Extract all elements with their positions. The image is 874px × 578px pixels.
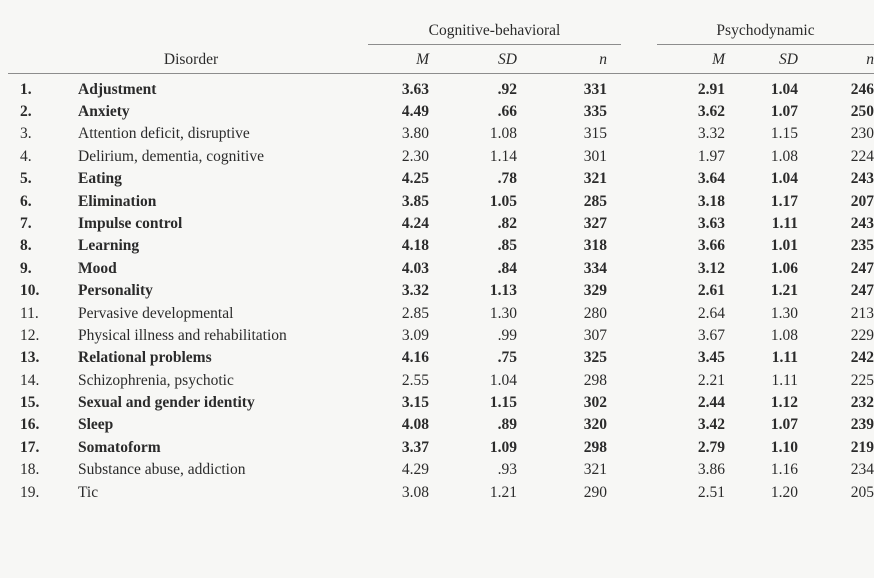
pd-sd-value: 1.30: [770, 304, 798, 322]
pd-n-value: 235: [850, 237, 874, 255]
cb-n-value: 298: [583, 438, 607, 456]
disorder-name: Sleep: [78, 416, 114, 434]
cb-sd-value: 1.30: [489, 304, 517, 322]
pd-sd-value: 1.21: [770, 282, 798, 300]
cb-sd-value: 1.15: [489, 394, 517, 412]
pd-sd-value: 1.10: [770, 438, 798, 456]
table-row: [8, 395, 874, 417]
pd-mean-value: 2.61: [697, 282, 725, 300]
cb-mean-value: 4.24: [401, 214, 429, 232]
disorder-name: Somatoform: [78, 438, 161, 456]
disorder-name: Delirium, dementia, cognitive: [78, 147, 264, 165]
cb-mean-value: 4.18: [401, 237, 429, 255]
column-header-gap: [621, 44, 657, 73]
column-header-row: [8, 44, 874, 73]
group-gap-cell: [621, 261, 657, 283]
pd-mean-value: 2.51: [697, 483, 725, 501]
pd-mean-value: 2.21: [697, 371, 725, 389]
column-header-pd-m: M: [712, 50, 725, 68]
stub-spanner-blank: [8, 22, 368, 44]
pd-mean-value: 2.91: [697, 80, 725, 98]
cb-sd-value: .93: [497, 461, 517, 479]
group-header-gap: [621, 22, 657, 44]
pd-n-value: 234: [850, 461, 874, 479]
pd-mean-value: 3.66: [697, 237, 725, 255]
pd-n-value: 243: [850, 214, 874, 232]
pd-sd-value: 1.06: [770, 259, 798, 277]
cb-sd-value: 1.05: [489, 192, 517, 210]
table-row: [8, 306, 874, 328]
cb-n-value: 334: [583, 259, 607, 277]
cb-mean-value: 3.15: [401, 394, 429, 412]
pd-n-value: 246: [850, 80, 874, 98]
cb-mean-value: 2.85: [401, 304, 429, 322]
pd-sd-value: 1.04: [770, 80, 798, 98]
group-gap-cell: [621, 171, 657, 193]
row-index: 5.: [20, 170, 32, 188]
row-index: 14.: [20, 371, 40, 389]
column-header-cb-n: n: [599, 50, 607, 68]
row-index: 10.: [20, 282, 40, 300]
column-header-index-blank: [8, 44, 42, 73]
table-row: [8, 373, 874, 395]
pd-mean-value: 3.64: [697, 170, 725, 188]
table-head: [8, 22, 874, 75]
group-gap-cell: [621, 216, 657, 238]
row-index: 7.: [20, 214, 32, 232]
row-index: 18.: [20, 461, 40, 479]
disorder-name: Physical illness and rehabilitation: [78, 326, 287, 344]
disorder-name: Substance abuse, addiction: [78, 461, 246, 479]
disorder-name: Schizophrenia, psychotic: [78, 371, 234, 389]
disorder-name: Elimination: [78, 192, 157, 210]
pd-sd-value: 1.07: [770, 416, 798, 434]
group-header-cognitive-behavioral: Cognitive-behavioral: [368, 22, 621, 44]
table-row: [8, 417, 874, 439]
column-header-pd-sd: SD: [779, 50, 798, 68]
disorder-name: Relational problems: [78, 349, 212, 367]
row-index: 9.: [20, 259, 32, 277]
group-gap-cell: [621, 328, 657, 350]
row-index: 16.: [20, 416, 40, 434]
pd-n-value: 219: [850, 438, 874, 456]
pd-n-value: 225: [850, 371, 874, 389]
pd-mean-value: 1.97: [697, 147, 725, 165]
pd-n-value: 247: [850, 259, 874, 277]
pd-mean-value: 2.64: [697, 304, 725, 322]
row-index: 8.: [20, 237, 32, 255]
table-row: [8, 462, 874, 484]
disorder-name: Attention deficit, disruptive: [78, 125, 250, 143]
cb-n-value: 280: [583, 304, 607, 322]
disorder-name: Pervasive developmental: [78, 304, 234, 322]
group-gap-cell: [621, 194, 657, 216]
pd-mean-value: 2.44: [697, 394, 725, 412]
cb-mean-value: 3.80: [401, 125, 429, 143]
pd-mean-value: 3.86: [697, 461, 725, 479]
group-gap-cell: [621, 350, 657, 372]
disorder-name: Personality: [78, 282, 153, 300]
disorder-name: Sexual and gender identity: [78, 394, 255, 412]
table-row: [8, 216, 874, 238]
group-gap-cell: [621, 373, 657, 395]
table-row: [8, 104, 874, 126]
cb-n-value: 321: [583, 170, 607, 188]
pd-mean-value: 3.67: [697, 326, 725, 344]
pd-sd-value: 1.20: [770, 483, 798, 501]
group-gap-cell: [621, 126, 657, 148]
column-header-cb-sd: SD: [498, 50, 517, 68]
pd-sd-value: 1.11: [771, 349, 798, 367]
statistics-table: [8, 22, 874, 507]
table-row: [8, 350, 874, 372]
disorder-name: Learning: [78, 237, 140, 255]
pd-n-value: 242: [850, 349, 874, 367]
table-body: [8, 75, 874, 507]
row-index: 17.: [20, 438, 40, 456]
table-row: [8, 440, 874, 462]
cb-mean-value: 3.08: [401, 483, 429, 501]
pd-mean-value: 3.62: [697, 103, 725, 121]
cb-sd-value: .75: [497, 349, 517, 367]
cb-n-value: 320: [583, 416, 607, 434]
row-index: 1.: [20, 80, 32, 98]
row-index: 12.: [20, 326, 40, 344]
pd-sd-value: 1.08: [770, 326, 798, 344]
cb-mean-value: 3.09: [401, 326, 429, 344]
disorder-name: Impulse control: [78, 214, 183, 232]
cb-n-value: 285: [583, 192, 607, 210]
cb-sd-value: 1.21: [489, 483, 517, 501]
group-gap-cell: [621, 485, 657, 507]
pd-n-value: 205: [850, 483, 874, 501]
table-row: [8, 75, 874, 104]
group-gap-cell: [621, 462, 657, 484]
pd-mean-value: 3.63: [697, 214, 725, 232]
group-gap-cell: [621, 149, 657, 171]
table-container: [0, 22, 874, 578]
pd-mean-value: 3.42: [697, 416, 725, 434]
cb-mean-value: 4.49: [401, 103, 429, 121]
row-index: 3.: [20, 125, 32, 143]
row-index: 4.: [20, 147, 32, 165]
pd-n-value: 230: [850, 125, 874, 143]
cb-n-value: 327: [583, 214, 607, 232]
pd-sd-value: 1.17: [770, 192, 798, 210]
cb-sd-value: 1.13: [489, 282, 517, 300]
group-gap-cell: [621, 104, 657, 126]
cb-mean-value: 3.85: [401, 192, 429, 210]
table-row: [8, 194, 874, 216]
cb-n-value: 315: [583, 125, 607, 143]
cb-n-value: 301: [583, 147, 607, 165]
row-index: 19.: [20, 483, 40, 501]
cb-sd-value: .84: [497, 259, 517, 277]
pd-sd-value: 1.01: [770, 237, 798, 255]
cb-sd-value: .99: [497, 326, 517, 344]
row-index: 6.: [20, 192, 32, 210]
group-gap-cell: [621, 238, 657, 260]
column-header-cb-m: M: [416, 50, 429, 68]
row-index: 11.: [20, 304, 39, 322]
row-index: 2.: [20, 103, 32, 121]
cb-mean-value: 4.29: [401, 461, 429, 479]
cb-mean-value: 3.32: [401, 282, 429, 300]
cb-sd-value: .85: [497, 237, 517, 255]
pd-sd-value: 1.08: [770, 147, 798, 165]
cb-mean-value: 3.37: [401, 438, 429, 456]
cb-sd-value: 1.08: [489, 125, 517, 143]
pd-sd-value: 1.15: [770, 125, 798, 143]
cb-n-value: 329: [583, 282, 607, 300]
cb-mean-value: 2.30: [401, 147, 429, 165]
cb-mean-value: 4.25: [401, 170, 429, 188]
pd-n-value: 224: [850, 147, 874, 165]
group-gap-cell: [621, 283, 657, 305]
table-row: [8, 485, 874, 507]
column-header-disorder: Disorder: [163, 50, 219, 68]
pd-mean-value: 3.32: [697, 125, 725, 143]
cb-n-value: 318: [583, 237, 607, 255]
pd-n-value: 229: [850, 326, 874, 344]
group-header-row: [8, 22, 874, 44]
cb-sd-value: 1.14: [489, 147, 517, 165]
pd-n-value: 232: [850, 394, 874, 412]
pd-n-value: 207: [850, 192, 874, 210]
group-header-psychodynamic: Psychodynamic: [657, 22, 874, 44]
table-row: [8, 149, 874, 171]
pd-mean-value: 2.79: [697, 438, 725, 456]
disorder-name: Tic: [78, 483, 99, 501]
group-gap-cell: [621, 395, 657, 417]
pd-n-value: 250: [850, 103, 874, 121]
cb-mean-value: 3.63: [401, 80, 429, 98]
pd-mean-value: 3.18: [697, 192, 725, 210]
pd-mean-value: 3.12: [697, 259, 725, 277]
cb-mean-value: 2.55: [401, 371, 429, 389]
cb-mean-value: 4.08: [401, 416, 429, 434]
pd-sd-value: 1.11: [771, 214, 798, 232]
pd-sd-value: 1.04: [770, 170, 798, 188]
disorder-name: Anxiety: [78, 103, 130, 121]
cb-mean-value: 4.16: [401, 349, 429, 367]
cb-n-value: 302: [583, 394, 607, 412]
pd-mean-value: 3.45: [697, 349, 725, 367]
pd-n-value: 213: [850, 304, 874, 322]
table-row: [8, 126, 874, 148]
cb-sd-value: 1.09: [489, 438, 517, 456]
pd-n-value: 239: [850, 416, 874, 434]
table-row: [8, 238, 874, 260]
group-gap-cell: [621, 417, 657, 439]
disorder-name: Adjustment: [78, 80, 157, 98]
cb-n-value: 335: [583, 103, 607, 121]
cb-sd-value: .82: [497, 214, 517, 232]
pd-sd-value: 1.12: [770, 394, 798, 412]
group-gap-cell: [621, 440, 657, 462]
cb-n-value: 298: [583, 371, 607, 389]
row-index: 15.: [20, 394, 40, 412]
pd-n-value: 243: [850, 170, 874, 188]
row-index: 13.: [20, 349, 40, 367]
cb-sd-value: .66: [497, 103, 517, 121]
cb-n-value: 307: [583, 326, 607, 344]
column-header-pd-n: n: [866, 50, 874, 68]
table-row: [8, 171, 874, 193]
group-gap-cell: [621, 75, 657, 104]
group-gap-cell: [621, 306, 657, 328]
cb-sd-value: 1.04: [489, 371, 517, 389]
pd-sd-value: 1.11: [771, 371, 798, 389]
disorder-name: Mood: [78, 259, 117, 277]
pd-n-value: 247: [850, 282, 874, 300]
cb-n-value: 331: [583, 80, 607, 98]
cb-n-value: 321: [583, 461, 607, 479]
cb-n-value: 325: [583, 349, 607, 367]
table-row: [8, 283, 874, 305]
cb-sd-value: .92: [497, 80, 517, 98]
pd-sd-value: 1.07: [770, 103, 798, 121]
pd-sd-value: 1.16: [770, 461, 798, 479]
table-row: [8, 261, 874, 283]
table-row: [8, 328, 874, 350]
disorder-name: Eating: [78, 170, 122, 188]
cb-mean-value: 4.03: [401, 259, 429, 277]
cb-n-value: 290: [583, 483, 607, 501]
cb-sd-value: .89: [497, 416, 517, 434]
cb-sd-value: .78: [497, 170, 517, 188]
